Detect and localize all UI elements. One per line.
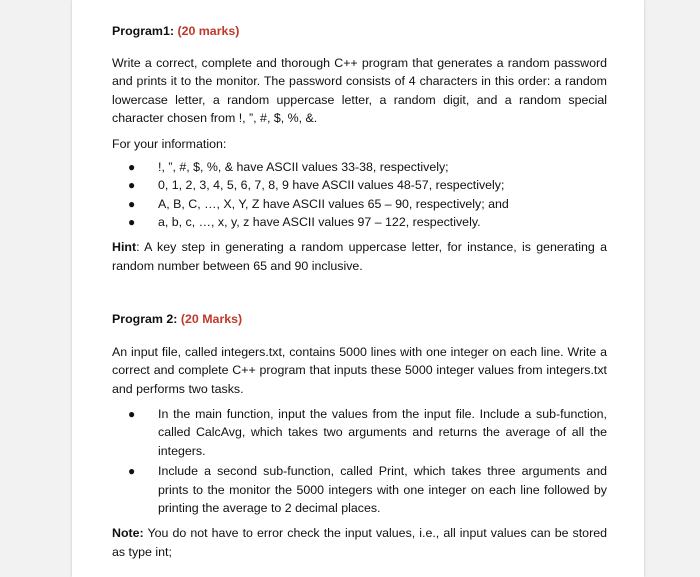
info-item-text: !, ”, #, $, %, & have ASCII values 33-38, respectively;	[158, 159, 449, 174]
program2-description: An input file, called integers.txt, contains 5000 lines with one integer on each line. Write a correct and complete C++ program that inputs these 5000 integer values from integers.txt and performs two tasks.	[112, 344, 607, 396]
program2-marks: (20 Marks)	[180, 312, 243, 327]
program2-title: Program 2:	[112, 312, 178, 327]
program1-info-list	[112, 158, 607, 232]
bullet-icon: ●	[128, 464, 136, 479]
hint-label: Hint	[112, 239, 137, 254]
program1-marks: (20 marks)	[177, 24, 240, 38]
program1-info-heading: For your information:	[112, 136, 227, 151]
note-text: You do not have to error check the input values, i.e., all input values can be stored as type int;	[112, 526, 607, 559]
list-item	[122, 213, 607, 232]
document-content	[112, 22, 607, 561]
program2-note	[112, 524, 607, 561]
program1-hint	[112, 238, 607, 275]
bullet-icon: ●	[128, 159, 136, 174]
info-item-text: 0, 1, 2, 3, 4, 5, 6, 7, 8, 9 have ASCII values 48-57, respectively;	[158, 178, 505, 193]
list-item	[122, 195, 607, 214]
bullet-icon: ●	[128, 196, 136, 211]
bullet-icon: ●	[128, 406, 136, 421]
hint-text: : A key step in generating a random uppercase letter, for instance, is generating a random number between 65 and 90 inclusive.	[112, 239, 607, 273]
list-item	[122, 158, 607, 177]
task-text: In the main function, input the values from the input file. Include a sub-function, called CalcAvg, which takes two arguments and returns the average of all the integers.	[158, 406, 607, 458]
list-item	[122, 405, 607, 461]
document-page	[72, 0, 644, 577]
note-label: Note:	[112, 526, 144, 541]
list-item	[122, 176, 607, 195]
info-item-text: a, b, c, …, x, y, z have ASCII values 97 – 122, respectively.	[158, 215, 481, 230]
program2-heading	[112, 310, 607, 329]
bullet-icon: ●	[128, 178, 136, 193]
info-item-text: A, B, C, …, X, Y, Z have ASCII values 65 – 90, respectively; and	[158, 196, 509, 211]
program2-task-list	[112, 405, 607, 519]
program1-heading	[112, 22, 607, 41]
task-text: Include a second sub-function, called Print, which takes three arguments and prints to the monitor the 5000 integers with one integer on each line followed by printing the average to 2 decimal places.	[158, 464, 607, 516]
program1-description: Write a correct, complete and thorough C++ program that generates a random password and prints it to the monitor. The password consists of 4 characters in this order: a random lowercase letter, a random uppercase letter, a random digit, and a random special character chosen from !, ”, #, $, %, &.	[112, 55, 607, 126]
bullet-icon: ●	[128, 215, 136, 230]
program1-title: Program1:	[112, 24, 174, 38]
list-item	[122, 462, 607, 518]
